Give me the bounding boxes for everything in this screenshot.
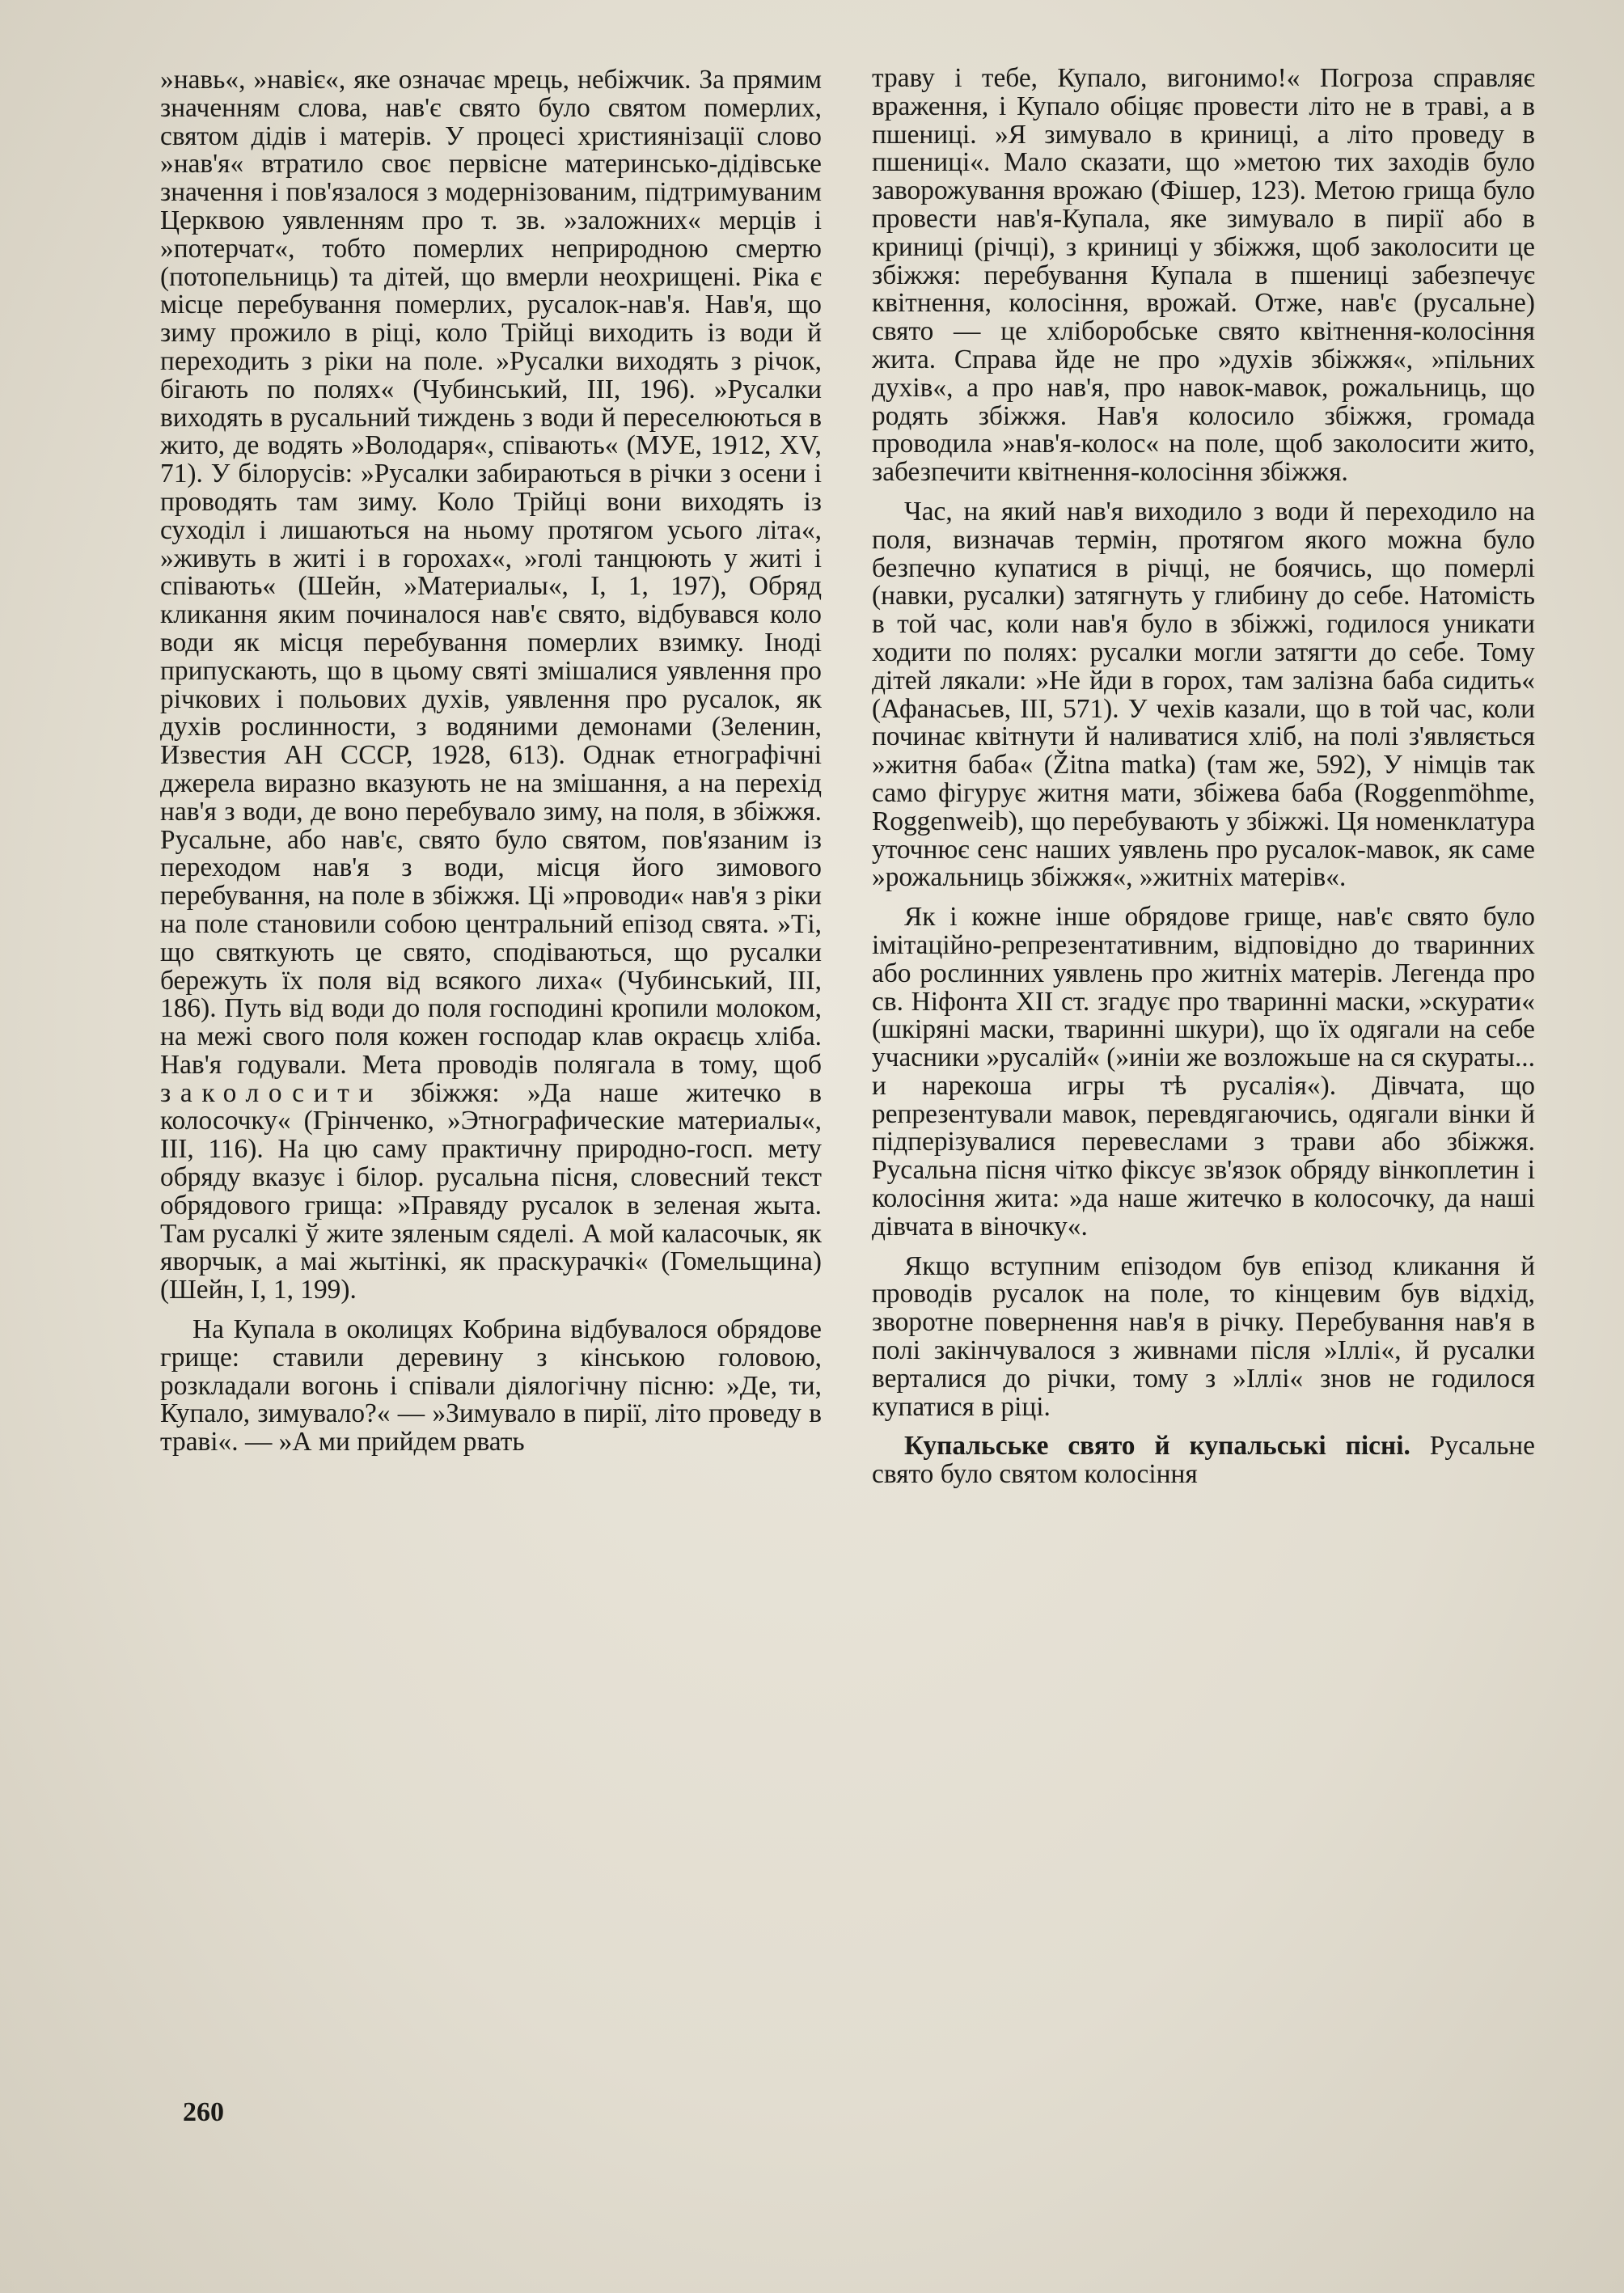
paragraph-text: На Купала в околицях Кобрина відбувалося обрядове грище: ставили деревину з кінською головою, розкладали вогонь і співали діялогічну пісню: »Де, ти, Купало, зимувало?« — »Зимувало в пирії, літо проведу в траві«. — »А ми прийдем рвать — [160, 1314, 822, 1457]
paragraph-text: »навь«, »навіє«, яке означає мрець, небіжчик. За прямим значенням слова, нав'є свято було святом померлих, святом дідів і матерів. У процесі християнізації слово »нав'я« втратило своє первісне материнсько-дідівське значення і пов'язалося з модернізованим, підтримуваним Церквою уявленням про т. зв. »заложних« мерців і »потерчат«, тобто померлих неприродною смертю (потопельниць) та дітей, що вмерли неохрищені. Ріка є місце перебування померлих, русалок-нав'я. Нав'я, що зиму прожило в ріці, коло Трійці виходить із води й переходить з ріки на поле. »Русалки виходять з річок, бігають по полях« (Чубинський, III, 196). »Русалки виходять в русальний тиждень з води й переселюються в жито, де водять »Володаря«, співають« (МУЕ, 1912, XV, 71). У білорусів: »Русалки забираються в річки з осени і проводять там зиму. Коло Трійці вони виходять із суходіл і лишаються на ньому протягом усього літа«, »живуть в житі і в горохах«, »голі танцюють у житі і співають« (Шейн, »Материалы«, I, 1, 197), Обряд кликання яким починалося нав'є свято, відбувався коло води як місця перебування померлих взимку. Іноді припускають, що в цьому святі змішалися уявлення про річкових і польових духів, уявлення про русалок, як духів рослинности, з водяними демонами (Зеленин, Известия АН СССР, 1928, 613). Однак етнографічні джерела виразно вказують не на змішання, а на перехід нав'я з води, де воно перебувало зиму, на поля, в збіжжя. Русальне, або нав'є, свято було святом, пов'язаним із переходом нав'я з води, місця його зимового перебування, на поле в збіжжя. Ці »проводи« нав'я з ріки на поле становили собою центральний епізод свята. »Ті, що святкують це свято, сподіваються, що русалки бережуть їх поля від всякого лиха« (Чубинський, III, 186). Путь від води до поля господині кропили молоком, на межі свого поля кожен господар клав окраєць хліба. Нав'я годували. Мета проводів полягала в тому, щоб — [160, 65, 822, 1080]
paragraph — [872, 65, 1535, 487]
section-heading: Купальське свято й купальські пісні. — [904, 1431, 1410, 1462]
page-number: 260 — [183, 2097, 224, 2127]
paragraph-text: Час, на який нав'я виходило з води й переходило на поля, визначав термін, протягом якого можна було безпечно купатися в річці, не боячись, що померлі (навки, русалки) затягнуть у глибину до себе. Натомість в той час, коли нав'я було в збіжжі, годилося уникати ходити по полях: русалки могли затягти до себе. Тому дітей лякали: »Не йди в горох, там залізна баба сидить« (Афанасьев, III, 571). У чехів казали, що в той час, коли починає квітнути й наливатися хліб, на полі з'являється »житня баба« (Žitna matka) (там же, 592), У німців так само фігурує житня мати, збіжева баба (Roggenmöhme, Roggenweib), що перебувають у збіжжі. Ця номенклатура уточнює сенс наших уявлень про русалок-мавок, як саме »рожальниць збіжжя«, »житніх матерів«. — [872, 496, 1535, 893]
paragraph — [872, 1432, 1535, 1489]
paragraph — [872, 1250, 1535, 1422]
paragraph — [872, 903, 1535, 1242]
paragraph — [160, 66, 822, 1305]
paragraph-text: Як і кожне інше обрядове грище, нав'є свято було імітаційно-репрезентативним, відповідно до тваринних або рослинних уявлень про житніх матерів. Легенда про св. Ніфонта XII ст. згадує про тваринні маски, »скурати« (шкіряні маски, тваринні шкури), що їх одягали на себе учасники »русалій« (»иніи же возложьше на ся скураты... и нарекоша игры тѣ русалія«). Дівчата, що репрезентували мавок, перевдягаючись, одягали вінки й підперізувалися перевеслами з трави або збіжжя. Русальна пісня чітко фіксує зв'язок обряду вінкоплетин і колосіння жита: »да наше житечко в колосочку, да наші дівчата в віночку«. — [872, 902, 1535, 1242]
paragraph — [160, 1316, 822, 1457]
paragraph-text: траву і тебе, Купало, вигонимо!« Погроза справляє враження, і Купало обіцяє провести літо не в траві, а в пшениці. »Я зимувало в криниці, а літо проведу в пшениці«. Мало сказати, що »метою тих заходів було заворожування врожаю (Фішер, 123). Метою грища було провести нав'я-Купала, яке зимувало в пирії або в криниці (річці), з криниці у збіжжя, щоб заколосити це збіжжя: перебування Купала в пшениці забезпечує квітнення, колосіння, врожай. Отже, нав'є (русальне) свято — це хліборобське свято квітнення-колосіння жита. Справа йде не про »духів збіжжя«, »пільних духів«, а про нав'я, про навок-мавок, рожальниць, що родять збіжжя. Нав'я колосило збіжжя, громада проводила »нав'я-колос« на поле, щоб заколосити жито, забезпечити квітнення-колосіння збіжжя. — [872, 63, 1535, 488]
left-column — [160, 66, 822, 1468]
paragraph-text: Якщо вступним епізодом був епізод кликання й проводів русалок на поле, то кінцевим був відхід, зворотне повернення нав'я в річку. Перебування нав'я в полі закінчувалося з живнами після »Іллі«, й русалки верталися до річки, тому з »Іллі« знов не годилося купатися в ріці. — [872, 1250, 1535, 1422]
paragraph-text: Русальне свято було святом колосіння — [872, 1431, 1535, 1490]
spaced-emphasis: заколосити — [160, 1077, 383, 1108]
paragraph-text: збіжжя: »Да наше житечко в колосочку« (Грінченко, »Этнографические материалы«, III, 116). На цю саму практичну природно-госп. мету обряду вказує і білор. русальна пісня, словесний текст обрядового грища: »Правяду русалок в зеленая жыта. Там русалкі ў жите зяленым сяделі. А мой каласочык, як яворчык, а маі жытінкі, як праскурачкі« (Гомельщина) (Шейн, I, 1, 199). — [160, 1077, 822, 1305]
paragraph — [872, 498, 1535, 892]
right-column — [872, 65, 1535, 1500]
